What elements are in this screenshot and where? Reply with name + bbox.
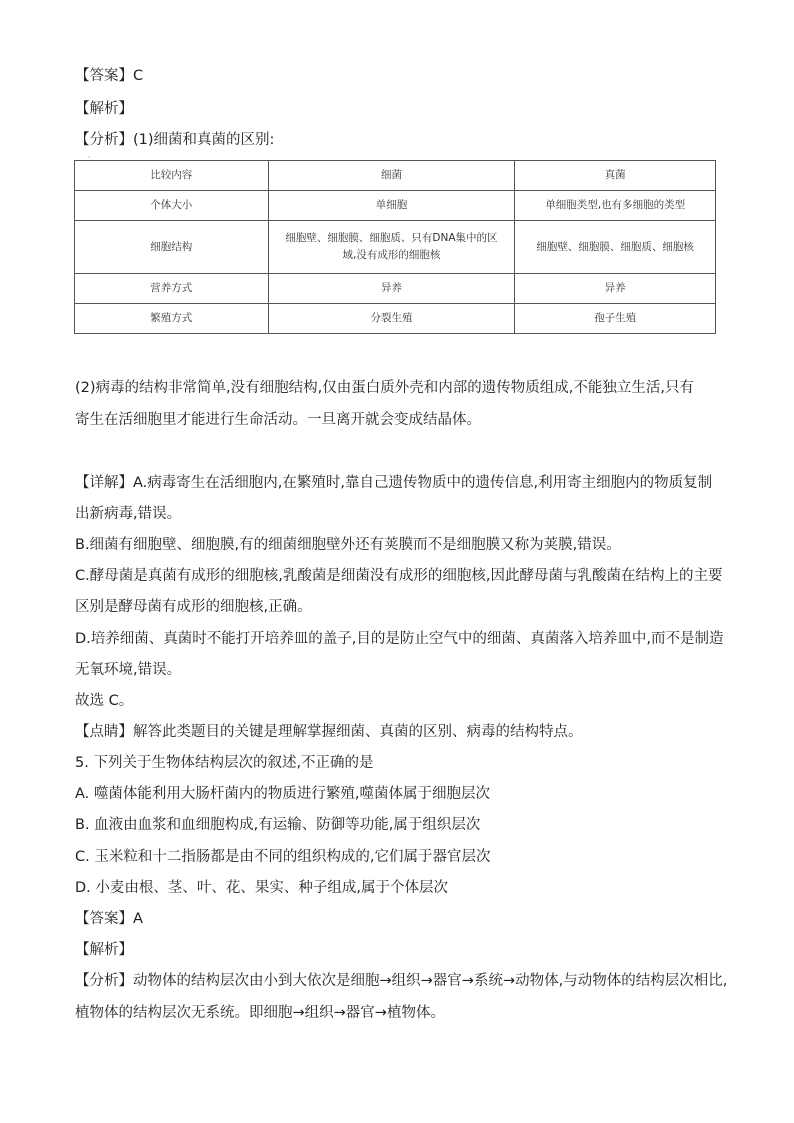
decorative-dot: ·: [88, 153, 91, 162]
virus-paragraph-line: (2)病毒的结构非常简单,没有细胞结构,仅由蛋白质外壳和内部的遗传物质组成,不能独立生活,只有: [75, 380, 694, 396]
analysis-line: 植物体的结构层次无系统。即细胞→组织→器官→植物体。: [75, 1005, 445, 1021]
table-header-row: [75, 161, 716, 191]
table-cell: 异养: [515, 274, 716, 304]
analysis-line: 【分析】动物体的结构层次由小到大依次是细胞→组织→器官→系统→动物体,与动物体的结构层次相比,: [75, 973, 728, 989]
table-row: [75, 304, 716, 334]
explanation-label: 【解析】: [75, 942, 133, 958]
answer-label: 【答案】A: [75, 911, 143, 927]
answer-label: 【答案】C: [75, 68, 144, 84]
option-c: C. 玉米粒和十二指肠都是由不同的组织构成的,它们属于器官层次: [75, 849, 491, 865]
table-row: [75, 221, 716, 274]
detail-line: 【详解】A.病毒寄生在活细胞内,在繁殖时,靠自己遗传物质中的遗传信息,利用寄主细胞内的物质复制: [75, 475, 713, 491]
final-choice: 故选 C。: [75, 693, 134, 709]
detail-line: 出新病毒,错误。: [75, 506, 182, 522]
detail-line: C.酵母菌是真菌有成形的细胞核,乳酸菌是细菌没有成形的细胞核,因此酵母菌与乳酸菌在结构上的主要: [75, 568, 723, 584]
table-row: [75, 191, 716, 221]
option-b: B. 血液由血浆和血细胞构成,有运输、防御等功能,属于组织层次: [75, 817, 481, 833]
explanation-label: 【解析】: [75, 101, 133, 117]
table-cell: 细胞壁、细胞膜、细胞质、只有DNA集中的区域,没有成形的细胞核: [268, 221, 515, 274]
table-header-cell: 比较内容: [75, 161, 269, 191]
key-point: 【点睛】解答此类题目的关键是理解掌握细菌、真菌的区别、病毒的结构特点。: [75, 724, 583, 740]
detail-line: 区别是酵母菌有成形的细胞核,正确。: [75, 599, 312, 615]
option-d: D. 小麦由根、茎、叶、花、果实、种子组成,属于个体层次: [75, 880, 448, 896]
table-cell: 繁殖方式: [75, 304, 269, 334]
table-cell: 孢子生殖: [515, 304, 716, 334]
question-stem: 5. 下列关于生物体结构层次的叙述,不正确的是: [75, 755, 374, 771]
table-cell: 异养: [268, 274, 515, 304]
bacteria-fungi-comparison-table: [74, 160, 716, 334]
table-cell: 细胞壁、细胞膜、细胞质、细胞核: [515, 221, 716, 274]
analysis-intro: 【分析】(1)细菌和真菌的区别:: [75, 132, 275, 148]
detail-line: B.细菌有细胞壁、细胞膜,有的细菌细胞壁外还有荚膜而不是细胞膜又称为荚膜,错误。: [75, 537, 621, 553]
virus-paragraph-line: 寄生在活细胞里才能进行生命活动。一旦离开就会变成结晶体。: [75, 412, 481, 428]
table-cell: 单细胞: [268, 191, 515, 221]
table-cell: 细胞结构: [75, 221, 269, 274]
detail-line: D.培养细菌、真菌时不能打开培养皿的盖子,目的是防止空气中的细菌、真菌落入培养皿中,而不是制造: [75, 631, 724, 647]
table-cell: 个体大小: [75, 191, 269, 221]
table-cell: 营养方式: [75, 274, 269, 304]
table-cell: 单细胞类型,也有多细胞的类型: [515, 191, 716, 221]
table-cell: 分裂生殖: [268, 304, 515, 334]
detail-line: 无氧环境,错误。: [75, 662, 182, 678]
option-a: A. 噬菌体能利用大肠杆菌内的物质进行繁殖,噬菌体属于细胞层次: [75, 786, 490, 802]
table-row: [75, 274, 716, 304]
table-header-cell: 细菌: [268, 161, 515, 191]
table-header-cell: 真菌: [515, 161, 716, 191]
